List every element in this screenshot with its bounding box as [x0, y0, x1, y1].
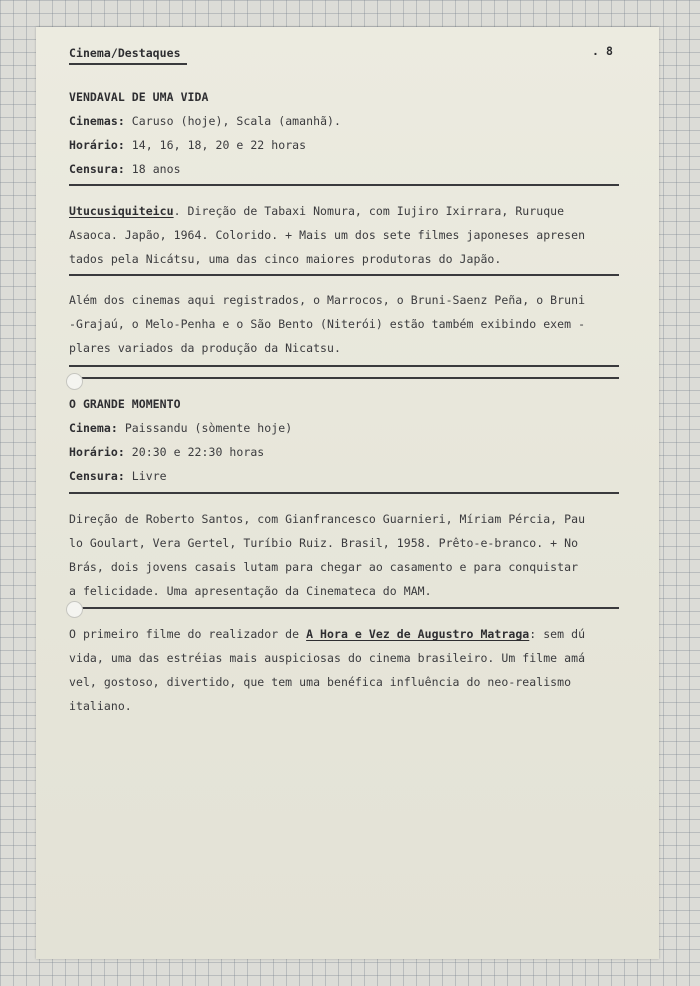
film2-comment-line-1: O primeiro filme do realizador de A Hora e Vez de Augustro Matraga: sem dú	[69, 627, 586, 641]
film1-censura-value: 18 anos	[131, 162, 181, 176]
typewritten-page	[36, 27, 659, 959]
page-number: . 8	[592, 44, 613, 58]
film1-desc-line-3: tados pela Nicátsu, uma das cinco maiores produtoras do Japão.	[69, 252, 502, 266]
film1-cinemas	[69, 114, 341, 128]
film1-cinemas-label: Cinemas:	[69, 114, 125, 128]
film2-censura-label: Censura:	[69, 469, 125, 483]
film2-horario	[69, 445, 264, 459]
divider-rule	[69, 365, 619, 367]
divider-rule	[69, 607, 619, 609]
referenced-film-title: A Hora e Vez de Augustro Matraga	[306, 627, 530, 641]
film1-horario	[69, 138, 306, 152]
film2-desc-line-1: Direção de Roberto Santos, com Gianfrancesco Guarnieri, Míriam Pércia, Pau	[69, 512, 586, 526]
punch-hole	[66, 601, 83, 618]
film2-comment-line-2: vida, uma das estréias mais auspiciosas do cinema brasileiro. Um filme amá	[69, 651, 586, 665]
note-line-3: plares variados da produção da Nicatsu.	[69, 341, 341, 355]
film2-desc-line-4: a felicidade. Uma apresentação da Cinemateca do MAM.	[69, 584, 432, 598]
film2-comment-line-3: vel, gostoso, divertido, que tem uma benéfica influência do neo-realismo	[69, 675, 572, 689]
film1-desc-line-2: Asaoca. Japão, 1964. Colorido. + Mais um dos sete filmes japoneses apresen	[69, 228, 586, 242]
punch-hole	[66, 373, 83, 390]
divider-rule	[69, 274, 619, 276]
film2-desc-line-3: Brás, dois jovens casais lutam para chegar ao casamento e para conquistar	[69, 560, 579, 574]
film2-censura	[69, 469, 167, 483]
film1-cinemas-value: Caruso (hoje), Scala (amanhã).	[131, 114, 341, 128]
film1-censura-label: Censura:	[69, 162, 125, 176]
film1-desc-line-1: Utucusiquiteicu. Direção de Tabaxi Nomura, com Iujiro Ixirrara, Ruruque	[69, 204, 565, 218]
film2-cinema	[69, 421, 292, 435]
divider-rule	[69, 184, 619, 186]
film1-original-title: Utucusiquiteicu	[69, 204, 174, 218]
film2-cinema-label: Cinema:	[69, 421, 118, 435]
film2-horario-label: Horário:	[69, 445, 125, 459]
film1-censura	[69, 162, 181, 176]
film2-comment-line-4: italiano.	[69, 699, 132, 713]
film2-desc-line-2: lo Goulart, Vera Gertel, Turíbio Ruiz. Brasil, 1958. Prêto-e-branco. + No	[69, 536, 579, 550]
film1-title: VENDAVAL DE UMA VIDA	[69, 90, 209, 104]
note-line-1: Além dos cinemas aqui registrados, o Marrocos, o Bruni-Saenz Peña, o Bruni	[69, 293, 586, 307]
divider-rule	[69, 492, 619, 494]
film1-horario-label: Horário:	[69, 138, 125, 152]
film2-horario-value: 20:30 e 22:30 horas	[131, 445, 265, 459]
film2-censura-value: Livre	[131, 469, 167, 483]
section-header-underline	[69, 63, 187, 65]
film2-title: O GRANDE MOMENTO	[69, 397, 181, 411]
film1-horario-value: 14, 16, 18, 20 e 22 horas	[131, 138, 307, 152]
note-line-2: -Grajaú, o Melo-Penha e o São Bento (Niterói) estão também exibindo exem -	[69, 317, 586, 331]
divider-rule	[69, 377, 619, 379]
film2-cinema-value: Paissandu (sòmente hoje)	[124, 421, 293, 435]
section-header: Cinema/Destaques	[69, 46, 181, 60]
